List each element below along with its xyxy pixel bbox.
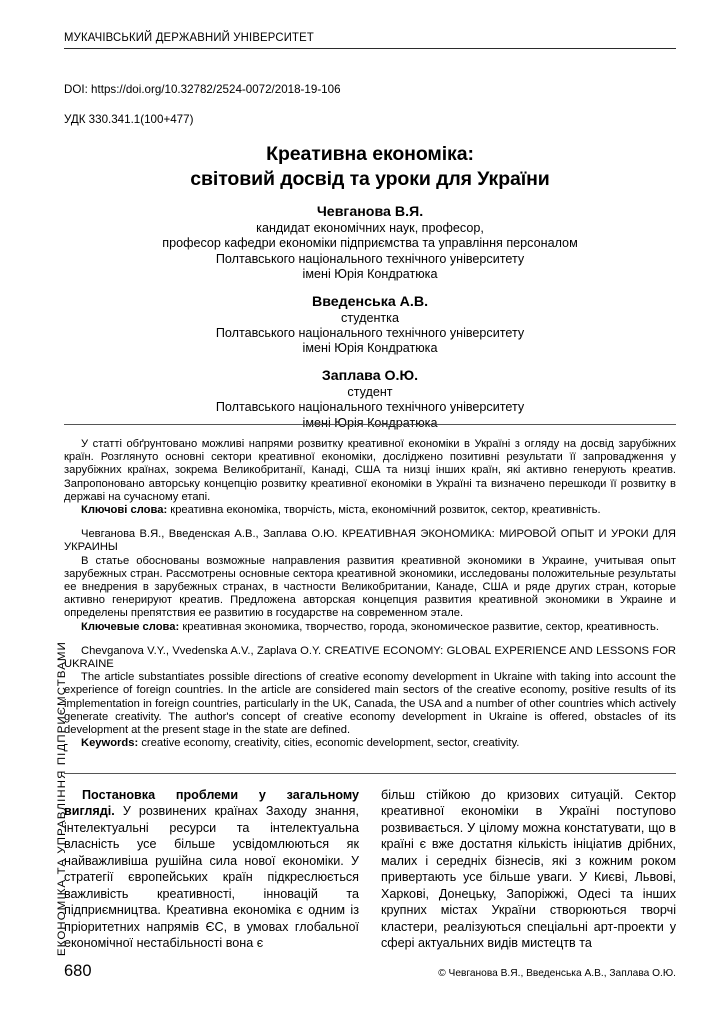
keywords-line <box>64 737 676 750</box>
body-column-right <box>381 787 676 952</box>
author-affiliation-line: імені Юрія Кондратюка <box>302 267 438 282</box>
abstract-body: В статье обоснованы возможные направления развития креативной экономики в Украине, учитывая опыт зарубежных стран. Рассмотрены основные сектора креативной экономики, исследованы положительные результаты ее внедрения в зарубежных странах, в частности Великобритании, Канаде, США и ряде других стран, которые активно генерируют креатив. Предложена авторская концепция развития креативной экономики в Украине и определены препятствия ее развитию в государстве на современном этале. <box>64 554 676 620</box>
page-number: 680 <box>64 962 92 980</box>
author-block <box>64 203 676 283</box>
abstract-ukrainian <box>64 438 676 517</box>
keywords-label: Ключевые слова: <box>81 620 180 633</box>
abstract-divider-bottom <box>64 773 676 774</box>
body-columns <box>64 787 676 952</box>
abstract-divider-top <box>64 424 676 425</box>
udc-line: УДК 330.341.1(100+477) <box>64 113 194 126</box>
abstract-body: У статті обґрунтовано можливі напрями розвитку креативної економіки в Україні з огляду на досвід зарубіжних країн. Розглянуто основні сектори креативної економіки, досліджено позитивні результати її запровадження у зарубіжних країнах, зокрема Великобританії, Канаді, США та низці інших країн, які активно генерують креатив. Запропоновано авторську концепцію розвитку креативної економіки в Україні та визначено перешкоди її розвитку в державі на сучасному етапі. <box>64 438 676 503</box>
abstract-heading: Чевганова В.Я., Введенская А.В., Заплава О.Ю. КРЕАТИВНАЯ ЭКОНОМИКА: МИРОВОЙ ОПЫТ И УРОКИ ДЛЯ УКРАИНЫ <box>64 528 676 554</box>
author-name: Введенська А.В. <box>311 293 429 310</box>
author-affiliation-line: професор кафедри економіки підприємства та управління персоналом <box>162 236 578 251</box>
section-side-label: ЕКОНОМІКА ТА УПРАВЛІННЯ ПІДПРИЄМСТВАМИ <box>56 641 68 956</box>
author-affiliation-line: імені Юрія Кондратюка <box>302 341 438 356</box>
abstract-section <box>64 438 676 750</box>
abstract-english <box>64 645 676 751</box>
author-affiliation-line: Полтавського національного технічного університету <box>215 326 525 341</box>
author-affiliation-line: Полтавського національного технічного університету <box>215 251 525 266</box>
body-column-left <box>64 787 359 952</box>
keywords-values: креативна економіка, творчість, міста, економічний розвиток, сектор, креативність. <box>170 504 601 517</box>
author-affiliation-line: студентка <box>341 310 399 325</box>
abstract-heading: Chevganova V.Y., Vvedenska A.V., Zaplava O.Y. CREATIVE ECONOMY: GLOBAL EXPERIENCE AND LESSONS FOR UKRAINE <box>64 644 676 671</box>
author-list <box>64 203 676 431</box>
abstract-gap <box>64 634 676 645</box>
keywords-line <box>64 504 676 517</box>
abstract-body: The article substantiates possible directions of creative economy development in Ukraine with taking into account the experience of foreign countries. In the article are considered main sectors of the creative economy, positive results of its implementation in foreign countries, particularly in the UK, Canada, the USA and a number of other countries which actively generate creativity. The author's concept of creative economy development in Ukraine is offered, obstacles of its development at the present stage in the state are defined. <box>64 671 676 737</box>
author-name: Заплава О.Ю. <box>321 367 419 384</box>
article-title-line-2: світовий досвід та уроки для України <box>190 168 550 190</box>
author-affiliation-line: кандидат економічних наук, професор, <box>256 221 484 235</box>
abstract-russian <box>64 528 676 634</box>
body-text: У розвинених країнах Заходу знання, інтелектуальні ресурси та інтелектуальна власність усе більше усвідомлюються як найважливіша рушійна сила нової економіки. У стратегії європейських країн підкреслюється важливість креативності, інновацій та підприємництва. Креативна економіка є одним із пріоритетних напрямів ЄС, в умовах глобальної економічної нестабільності вона є <box>64 804 359 951</box>
author-name: Чевганова В.Я. <box>316 204 424 220</box>
author-block <box>64 293 676 357</box>
doi-line: DOI: https://doi.org/10.32782/2524-0072/2018-19-106 <box>64 83 341 96</box>
author-block <box>64 367 676 431</box>
author-affiliation-line: імені Юрія Кондратюка <box>302 415 438 430</box>
keywords-label: Keywords: <box>81 737 139 750</box>
article-title-line-1: Креативна економіка: <box>266 143 474 165</box>
keywords-values: креативная экономика, творчество, города, экономическое развитие, сектор, креативность. <box>182 620 659 633</box>
running-head <box>64 30 676 49</box>
body-paragraph <box>64 787 359 952</box>
header-divider <box>64 48 676 49</box>
article-title <box>64 142 676 192</box>
author-affiliation-line: Полтавського національного технічного університету <box>215 400 525 415</box>
section-lead-in: Постановка проблеми у загальному вигляді. <box>64 788 359 819</box>
keywords-label: Ключові слова: <box>81 504 168 517</box>
abstract-gap <box>64 517 676 528</box>
author-affiliation-line: студент <box>347 384 393 399</box>
running-head-text: МУКАЧІВСЬКИЙ ДЕРЖАВНИЙ УНІВЕРСИТЕТ <box>64 30 314 44</box>
body-paragraph: більш стійкою до кризових ситуацій. Сектор креативної економіки в Україні поступово розвивається. У цілому можна констатувати, що в країні є вже достатня кількість ініціатив дрібних, малих і середніх бізнесів, які з кожним роком привертають усе більше уваги. У Києві, Львові, Харкові, Донецьку, Запоріжжі, Одесі та інших крупних містах України створюються творчі кластери, реалізуються спеціальні арт-проекти у сфері актуальних видів мистецтв та <box>381 788 676 951</box>
keywords-values: creative economy, creativity, cities, economic development, sector, creativity. <box>141 737 520 750</box>
copyright-credit: © Чевганова В.Я., Введенська А.В., Заплава О.Ю. <box>438 968 676 979</box>
keywords-line <box>64 621 676 634</box>
